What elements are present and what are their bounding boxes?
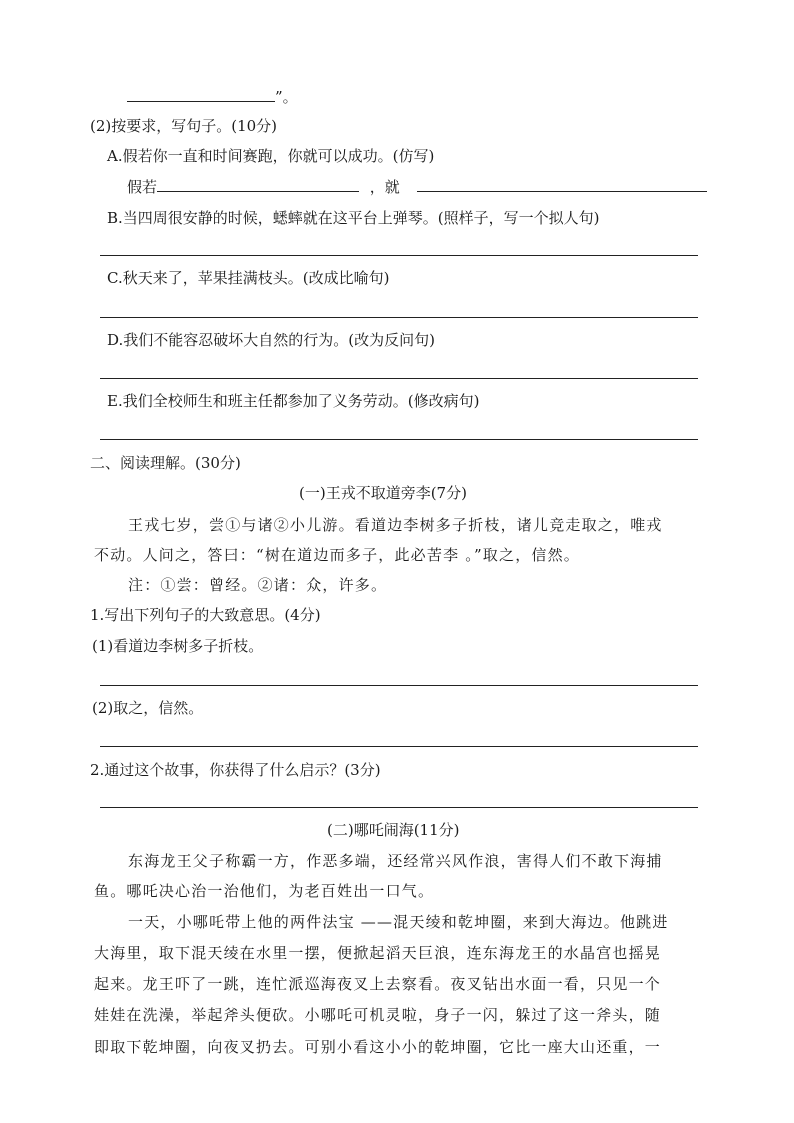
passage-2-p2-line-5: 即取下乾坤圈，向夜叉扔去。可别小看这小小的乾坤圈，它比一座大山还重，一: [94, 1038, 662, 1056]
answer-blank-continuation: [127, 86, 298, 107]
reading-q1-sub2: (2)取之，信然。: [92, 699, 204, 717]
passage-2-p1-line-1: 东海龙王父子称霸一方，作恶多端，还经常兴风作浪，害得人们不敢下海捕: [128, 852, 663, 870]
answer-line[interactable]: [100, 378, 698, 379]
question-2-heading: (2)按要求，写句子。(10分): [90, 117, 278, 135]
reading-q2-heading: 2.通过这个故事，你获得了什么启示？(3分): [90, 761, 381, 779]
item-a-fill-mid: ，就: [369, 178, 400, 196]
item-a-text: A.假若你一直和时间赛跑，你就可以成功。(仿写): [107, 147, 435, 165]
answer-blank[interactable]: [417, 176, 707, 192]
passage-2-p2-line-1: 一天，小哪吒带上他的两件法宝 ——混天绫和乾坤圈，来到大海边。他跳进: [128, 913, 669, 931]
answer-line[interactable]: [100, 255, 698, 256]
answer-blank[interactable]: [157, 176, 359, 192]
passage-2-title: (二)哪吒闹海(11分): [327, 821, 460, 839]
passage-1-line-2: 不动。人问之，答曰：“树在道边而多子，此必苦李 。”取之，信然。: [94, 546, 581, 564]
answer-line[interactable]: [100, 746, 698, 747]
item-a-fill-start: 假若: [127, 178, 158, 196]
section-2-heading: 二、阅读理解。(30分): [90, 454, 241, 472]
passage-1-line-1: 王戎七岁，尝①与诸②小儿游。看道边李树多子折枝，诸儿竞走取之，唯戎: [128, 516, 663, 534]
passage-1-title: (一)王戎不取道旁李(7分): [299, 484, 467, 502]
reading-q1-sub1: (1)看道边李树多子折枝。: [92, 637, 264, 655]
passage-2-p2-line-4: 娃娃在洗澡，举起斧头便砍。小哪吒可机灵啦，身子一闪，躲过了这一斧头，随: [94, 1006, 662, 1024]
closing-quote: ”。: [275, 88, 298, 106]
passage-2-p1-line-2: 鱼。哪吒决心治一治他们，为老百姓出一口气。: [94, 882, 435, 900]
passage-2-p2-line-2: 大海里，取下混天绫在水里一摆，便掀起滔天巨浪，连东海龙王的水晶宫也摇晃: [94, 944, 662, 962]
answer-line[interactable]: [100, 439, 698, 440]
item-c-text: C.秋天来了，苹果挂满枝头。(改成比喻句): [107, 269, 390, 287]
passage-1-note: 注：①尝：曾经。②诸：众，许多。: [128, 576, 388, 594]
item-a-fill-row: [127, 176, 707, 197]
answer-line[interactable]: [100, 807, 698, 808]
answer-line[interactable]: [100, 317, 698, 318]
item-e-text: E.我们全校师生和班主任都参加了义务劳动。(修改病句): [107, 392, 480, 410]
item-d-text: D.我们不能容忍破坏大自然的行为。(改为反问句): [107, 331, 435, 349]
reading-q1-heading: 1.写出下列句子的大致意思。(4分): [90, 606, 321, 624]
answer-line[interactable]: [100, 685, 698, 686]
answer-blank[interactable]: [127, 86, 275, 102]
passage-2-p2-line-3: 起来。龙王吓了一跳，连忙派巡海夜叉上去察看。夜叉钻出水面一看，只见一个: [94, 975, 662, 993]
item-b-text: B.当四周很安静的时候，蟋蟀就在这平台上弹琴。(照样子，写一个拟人句): [107, 209, 600, 227]
